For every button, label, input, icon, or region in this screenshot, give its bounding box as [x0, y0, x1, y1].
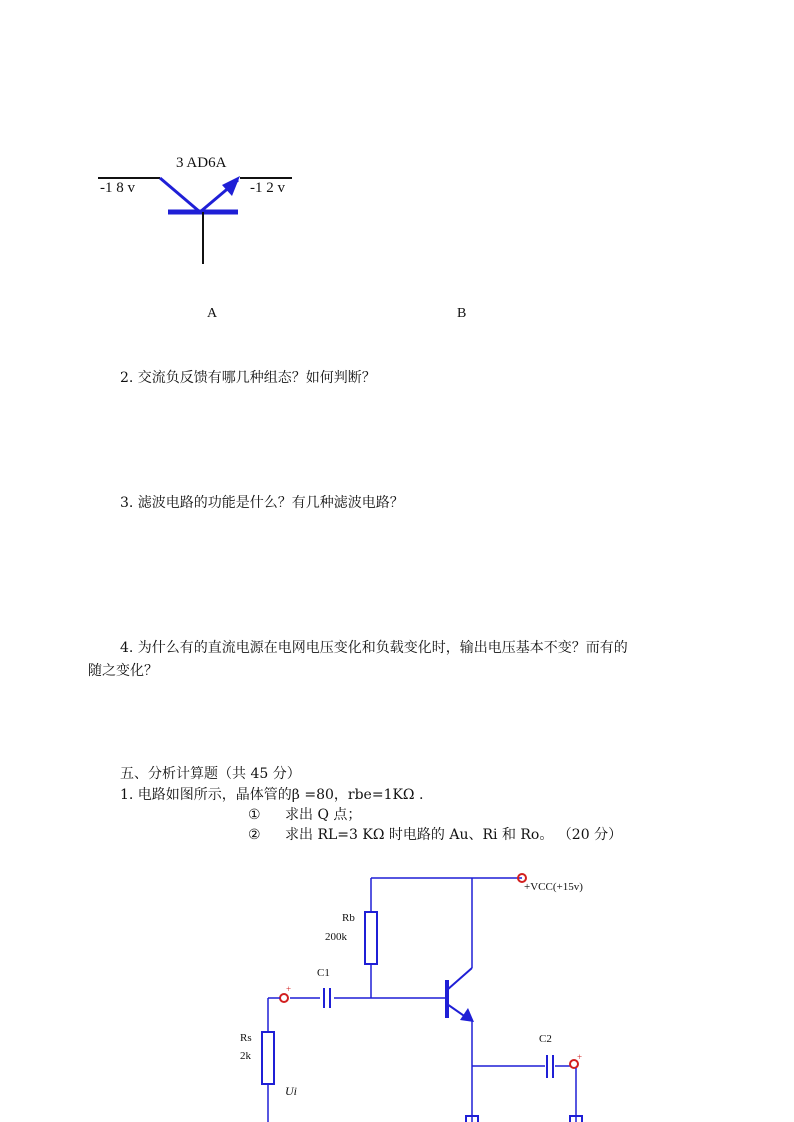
- section-5-heading: 五、分析计算题（共 45 分）: [120, 766, 301, 782]
- transistor-3ad6a-symbol: [98, 176, 292, 264]
- collector-line: [160, 178, 200, 212]
- ui-label: Ui: [285, 1084, 297, 1098]
- rs-name-label: Rs: [240, 1032, 252, 1044]
- sub-question-1-marker: ①: [248, 807, 261, 823]
- sub-question-1: 求出 Q 点；: [285, 807, 362, 823]
- section-5-question-1: 1. 电路如图所示，晶体管的β =80，rbe=1KΩ .: [120, 787, 424, 803]
- question-2: 2. 交流负反馈有哪几种组态？如何判断？: [120, 370, 376, 386]
- figure-label-b: B: [457, 306, 467, 321]
- rb-value-label: 200k: [325, 931, 347, 943]
- transistor-label: 3 AD6A: [176, 155, 227, 171]
- c2-label: C2: [539, 1033, 552, 1045]
- transistor-collector-line: [447, 968, 472, 990]
- question-4-line-1: 4. 为什么有的直流电源在电网电压变化和负载变化时，输出电压基本不变？而有的: [120, 640, 628, 656]
- c1-plus-sign: +: [286, 984, 292, 994]
- input-terminal: [280, 994, 288, 1002]
- rb-name-label: Rb: [342, 912, 355, 924]
- figure-label-a: A: [207, 306, 218, 321]
- question-3: 3. 滤波电路的功能是什么？有几种滤波电路？: [120, 495, 404, 511]
- c1-label: C1: [317, 967, 330, 979]
- c2-plus-sign: +: [577, 1052, 583, 1062]
- right-voltage-label: -1 2 v: [250, 180, 285, 196]
- sub-question-2: 求出 RL=3 KΩ 时电路的 Au、Ri 和 Ro。 （20 分）: [285, 827, 623, 843]
- rs-value-label: 2k: [240, 1050, 251, 1062]
- left-voltage-label: -1 8 v: [100, 180, 135, 196]
- rb-resistor: [365, 912, 377, 964]
- amplifier-circuit: [262, 874, 582, 1122]
- output-terminal: [570, 1060, 578, 1068]
- rs-resistor: [262, 1032, 274, 1084]
- sub-question-2-marker: ②: [248, 827, 261, 843]
- question-4-line-2: 随之变化？: [88, 663, 158, 679]
- vcc-label: +VCC(+15v): [524, 881, 583, 893]
